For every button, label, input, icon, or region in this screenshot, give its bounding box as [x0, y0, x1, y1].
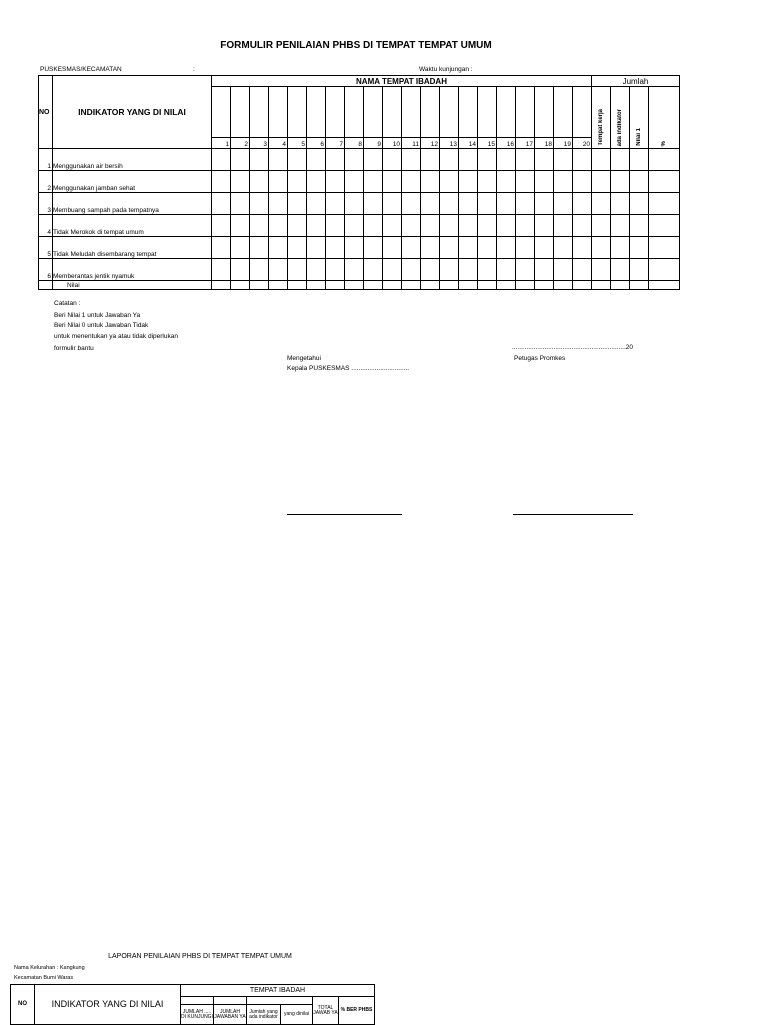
nilai-label: Nilai [53, 281, 212, 290]
report-col-jumlah-dikunjungi: JUMLAH ..... DI KUNJUNGI [181, 1005, 214, 1025]
score-cell [269, 215, 288, 237]
report-table [10, 984, 375, 1025]
report-col-total: TOTAL JAWAB YA [313, 997, 339, 1025]
score-cell [421, 259, 440, 281]
score-cell [535, 149, 554, 171]
score-cell [288, 193, 307, 215]
place-header-cell [326, 87, 345, 138]
score-cell [554, 215, 573, 237]
column-number: 10 [383, 138, 402, 149]
column-number: 14 [459, 138, 478, 149]
column-number: 4 [269, 138, 288, 149]
score-cell [307, 193, 326, 215]
score-cell [421, 237, 440, 259]
score-cell [573, 149, 592, 171]
nilai-cell [516, 281, 535, 290]
score-cell [554, 149, 573, 171]
score-cell [497, 259, 516, 281]
column-number: 7 [326, 138, 345, 149]
score-cell [212, 237, 231, 259]
report-indikator-header: INDIKATOR YANG DI NILAI [35, 985, 181, 1025]
nilai-cell [231, 281, 250, 290]
nilai-cell [497, 281, 516, 290]
catatan-label: Catatan : [54, 300, 81, 307]
score-cell [630, 149, 649, 171]
nilai-cell [611, 281, 630, 290]
score-cell [269, 237, 288, 259]
score-cell [573, 237, 592, 259]
score-cell [269, 149, 288, 171]
score-cell [592, 259, 611, 281]
score-cell [573, 193, 592, 215]
score-cell [421, 149, 440, 171]
place-header-cell [250, 87, 269, 138]
no-header: NO [39, 76, 53, 149]
report-col-dinilai: yang dinilai [281, 1005, 313, 1025]
nilai-no-cell [39, 281, 53, 290]
score-cell [288, 237, 307, 259]
nilai-cell [592, 281, 611, 290]
score-cell [383, 171, 402, 193]
score-cell [478, 193, 497, 215]
score-cell [459, 259, 478, 281]
date-line: ...............................................................20 [512, 344, 634, 351]
jumlah-col-label: Nilai 1 [636, 128, 642, 146]
score-cell [440, 193, 459, 215]
row-indicator-label: Tidak Meludah disembarang tempat [53, 237, 212, 259]
score-cell [326, 193, 345, 215]
place-header-cell [478, 87, 497, 138]
score-cell [250, 193, 269, 215]
score-cell [364, 215, 383, 237]
score-cell [478, 259, 497, 281]
place-header-cell [459, 87, 478, 138]
score-cell [307, 259, 326, 281]
score-cell [421, 215, 440, 237]
score-cell [611, 259, 630, 281]
score-cell [402, 149, 421, 171]
form-title: FORMULIR PENILAIAN PHBS DI TEMPAT TEMPAT UMUM [220, 40, 492, 51]
score-cell [402, 193, 421, 215]
column-number: 16 [497, 138, 516, 149]
score-cell [212, 171, 231, 193]
score-cell [402, 237, 421, 259]
table-row [39, 149, 680, 171]
column-number: 8 [345, 138, 364, 149]
score-cell [345, 149, 364, 171]
score-cell [592, 171, 611, 193]
score-cell [345, 171, 364, 193]
note-line-4: formulir bantu [54, 345, 94, 352]
puskesmas-label: PUSKESMAS/KECAMATAN [40, 66, 122, 73]
score-cell [516, 193, 535, 215]
score-cell [516, 259, 535, 281]
place-header-cell [421, 87, 440, 138]
column-number: 13 [440, 138, 459, 149]
report-sub-cell [214, 997, 247, 1005]
score-cell [364, 259, 383, 281]
note-line-3: untuk menentukan ya atau tidak diperlukan [54, 333, 178, 340]
score-cell [630, 215, 649, 237]
nilai-cell [535, 281, 554, 290]
report-no-header: NO [11, 985, 35, 1025]
row-number: 1 [39, 149, 53, 171]
score-cell [307, 215, 326, 237]
score-cell [535, 237, 554, 259]
score-cell [535, 259, 554, 281]
score-cell [288, 149, 307, 171]
place-header-cell [288, 87, 307, 138]
score-cell [554, 193, 573, 215]
jumlah-col-label: ada indikator [617, 108, 623, 146]
table-row [39, 215, 680, 237]
row-number: 5 [39, 237, 53, 259]
kecamatan-label: Kecamatan Bumi Waras [14, 975, 74, 981]
note-line-2: Beri Nilai 0 untuk Jawaban Tidak [54, 322, 149, 329]
nilai-cell [269, 281, 288, 290]
score-cell [516, 215, 535, 237]
score-cell [459, 149, 478, 171]
score-cell [231, 193, 250, 215]
score-cell [497, 149, 516, 171]
report-sub-cell [181, 997, 214, 1005]
jumlah-header: Jumlah [592, 76, 680, 87]
score-cell [288, 215, 307, 237]
nilai-cell [326, 281, 345, 290]
score-cell [516, 149, 535, 171]
score-cell [630, 237, 649, 259]
score-cell [497, 193, 516, 215]
score-cell [573, 215, 592, 237]
waktu-kunjungan-label: Waktu kunjungan : [419, 66, 473, 73]
row-indicator-label: Memberantas jentik nyamuk [53, 259, 212, 281]
score-cell [250, 259, 269, 281]
score-cell [573, 171, 592, 193]
jumlah-col-header [630, 87, 649, 149]
petugas-promkes-label: Petugas Promkes [514, 355, 566, 362]
nilai-cell [440, 281, 459, 290]
score-cell [212, 149, 231, 171]
column-number: 18 [535, 138, 554, 149]
score-cell [421, 171, 440, 193]
score-cell [269, 193, 288, 215]
report-sub-cell [247, 997, 313, 1005]
nilai-cell [250, 281, 269, 290]
score-cell [592, 193, 611, 215]
score-cell [554, 171, 573, 193]
score-cell [440, 171, 459, 193]
score-cell [402, 259, 421, 281]
nilai-cell [345, 281, 364, 290]
jumlah-col-label: Tempat kerja [598, 109, 604, 146]
score-cell [212, 193, 231, 215]
score-cell [535, 171, 554, 193]
column-number: 5 [288, 138, 307, 149]
kepala-puskesmas-label: Kepala PUSKESMAS ................................ [287, 365, 410, 372]
score-cell [611, 171, 630, 193]
score-cell [231, 171, 250, 193]
column-number: 17 [516, 138, 535, 149]
assessment-table [38, 75, 680, 290]
row-indicator-label: Tidak Merokok di tempat umum [53, 215, 212, 237]
score-cell [440, 215, 459, 237]
place-header-cell [573, 87, 592, 138]
score-cell [478, 237, 497, 259]
column-number: 19 [554, 138, 573, 149]
place-header-cell [554, 87, 573, 138]
nilai-cell [402, 281, 421, 290]
score-cell [611, 193, 630, 215]
score-cell [326, 149, 345, 171]
nilai-cell [630, 281, 649, 290]
score-cell [516, 171, 535, 193]
nilai-cell [383, 281, 402, 290]
score-cell [383, 259, 402, 281]
place-header-cell [497, 87, 516, 138]
score-cell [231, 259, 250, 281]
jumlah-col-header [649, 87, 680, 149]
column-number: 9 [364, 138, 383, 149]
score-cell [250, 171, 269, 193]
score-cell [611, 149, 630, 171]
signature-line-kepala [287, 514, 402, 515]
score-cell [649, 149, 680, 171]
score-cell [402, 215, 421, 237]
place-header-cell [269, 87, 288, 138]
score-cell [478, 149, 497, 171]
score-cell [649, 193, 680, 215]
report-col-persen: % BER PHBS [339, 997, 375, 1025]
score-cell [326, 215, 345, 237]
row-number: 3 [39, 193, 53, 215]
jumlah-col-header [611, 87, 630, 149]
report-title: LAPORAN PENILAIAN PHBS DI TEMPAT TEMPAT UMUM [108, 953, 292, 960]
score-cell [459, 171, 478, 193]
score-cell [497, 215, 516, 237]
score-cell [459, 193, 478, 215]
place-header-cell [364, 87, 383, 138]
row-number: 6 [39, 259, 53, 281]
score-cell [269, 259, 288, 281]
score-cell [554, 259, 573, 281]
score-cell [383, 149, 402, 171]
score-cell [364, 149, 383, 171]
table-row [39, 171, 680, 193]
score-cell [383, 215, 402, 237]
score-cell [364, 193, 383, 215]
score-cell [630, 171, 649, 193]
score-cell [383, 237, 402, 259]
nilai-cell [288, 281, 307, 290]
score-cell [611, 237, 630, 259]
score-cell [269, 171, 288, 193]
score-cell [326, 171, 345, 193]
score-cell [573, 259, 592, 281]
place-header-cell [402, 87, 421, 138]
score-cell [459, 215, 478, 237]
signature-line-petugas [513, 514, 633, 515]
score-cell [383, 193, 402, 215]
score-cell [649, 171, 680, 193]
score-cell [345, 215, 364, 237]
score-cell [649, 259, 680, 281]
place-header-cell [307, 87, 326, 138]
score-cell [364, 237, 383, 259]
score-cell [402, 171, 421, 193]
score-cell [345, 193, 364, 215]
score-cell [459, 237, 478, 259]
score-cell [611, 215, 630, 237]
score-cell [250, 237, 269, 259]
score-cell [250, 149, 269, 171]
row-indicator-label: Menggunakan jamban sehat [53, 171, 212, 193]
score-cell [478, 171, 497, 193]
indikator-header: INDIKATOR YANG DI NILAI [53, 76, 212, 149]
score-cell [421, 193, 440, 215]
score-cell [288, 171, 307, 193]
score-cell [649, 215, 680, 237]
score-cell [307, 171, 326, 193]
place-header-cell [516, 87, 535, 138]
score-cell [592, 149, 611, 171]
score-cell [326, 259, 345, 281]
score-cell [592, 237, 611, 259]
nilai-cell [212, 281, 231, 290]
row-number: 4 [39, 215, 53, 237]
row-indicator-label: Membuang sampah pada tempatnya [53, 193, 212, 215]
jumlah-col-label: % [661, 140, 667, 146]
note-line-1: Beri Nilai 1 untuk Jawaban Ya [54, 312, 141, 319]
row-indicator-label: Menggunakan air bersih [53, 149, 212, 171]
report-col-ada-indikator: Jumlah yang ada indikator [247, 1005, 281, 1025]
place-header-cell [383, 87, 402, 138]
column-number: 11 [402, 138, 421, 149]
score-cell [231, 215, 250, 237]
score-cell [630, 193, 649, 215]
score-cell [345, 259, 364, 281]
score-cell [535, 215, 554, 237]
score-cell [535, 193, 554, 215]
score-cell [554, 237, 573, 259]
table-row [39, 259, 680, 281]
mengetahui-label: Mengetahui [287, 355, 321, 362]
nilai-cell [364, 281, 383, 290]
report-col-jumlah-jawaban: JUMLAH JAWABAN YA [214, 1005, 247, 1025]
score-cell [364, 171, 383, 193]
nilai-cell [307, 281, 326, 290]
place-header-cell [535, 87, 554, 138]
score-cell [516, 237, 535, 259]
nilai-cell [573, 281, 592, 290]
nilai-cell [421, 281, 440, 290]
score-cell [497, 237, 516, 259]
nama-tempat-ibadah-header: NAMA TEMPAT IBADAH [212, 76, 592, 87]
column-number: 6 [307, 138, 326, 149]
place-header-cell [231, 87, 250, 138]
score-cell [307, 149, 326, 171]
nilai-cell [649, 281, 680, 290]
nilai-cell [459, 281, 478, 290]
score-cell [231, 237, 250, 259]
score-cell [630, 259, 649, 281]
score-cell [212, 259, 231, 281]
score-cell [592, 215, 611, 237]
kelurahan-label: Nama Kelurahan : Kangkung [14, 965, 85, 971]
score-cell [440, 237, 459, 259]
column-number: 2 [231, 138, 250, 149]
score-cell [307, 237, 326, 259]
score-cell [440, 259, 459, 281]
score-cell [497, 171, 516, 193]
score-cell [288, 259, 307, 281]
column-number: 12 [421, 138, 440, 149]
puskesmas-colon: : [193, 66, 195, 73]
jumlah-col-header [592, 87, 611, 149]
score-cell [478, 215, 497, 237]
place-header-cell [212, 87, 231, 138]
nilai-cell [478, 281, 497, 290]
column-number: 15 [478, 138, 497, 149]
table-row [39, 193, 680, 215]
score-cell [326, 237, 345, 259]
score-cell [231, 149, 250, 171]
score-cell [250, 215, 269, 237]
column-number: 20 [573, 138, 592, 149]
report-tempat-header: TEMPAT IBADAH [181, 985, 375, 997]
score-cell [649, 237, 680, 259]
place-header-cell [440, 87, 459, 138]
score-cell [440, 149, 459, 171]
score-cell [212, 215, 231, 237]
table-row [39, 237, 680, 259]
column-number: 1 [212, 138, 231, 149]
column-number: 3 [250, 138, 269, 149]
score-cell [345, 237, 364, 259]
nilai-cell [554, 281, 573, 290]
row-number: 2 [39, 171, 53, 193]
place-header-cell [345, 87, 364, 138]
